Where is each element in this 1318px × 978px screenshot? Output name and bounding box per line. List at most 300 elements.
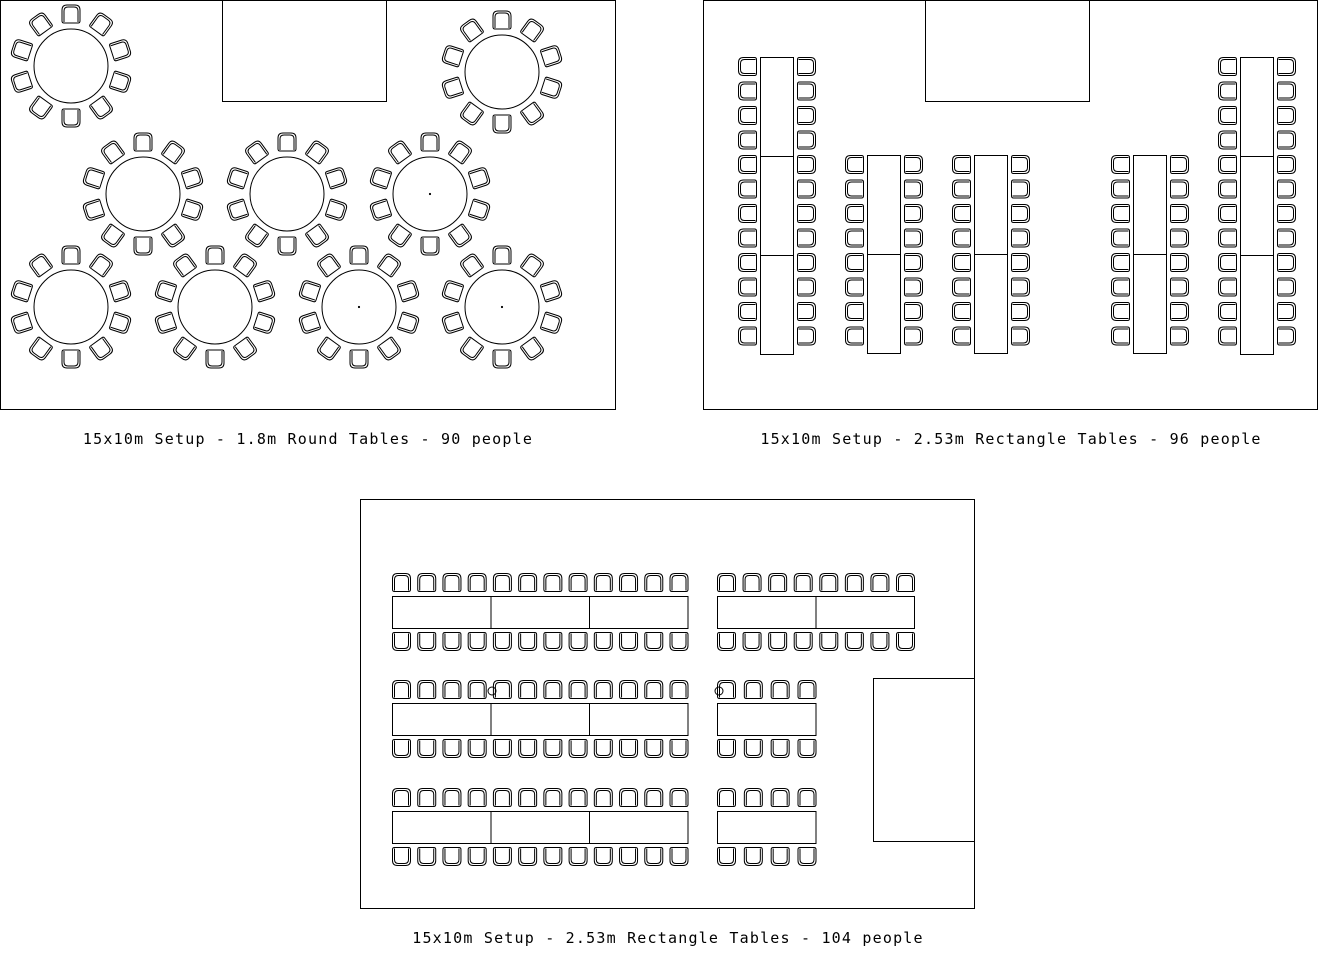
chair [798,740,816,758]
chair [798,327,816,345]
chair [846,156,864,174]
chair [493,789,511,807]
chair [670,848,688,866]
chair [253,312,276,335]
chair [540,45,563,68]
chair [798,848,816,866]
chair [540,280,563,303]
round-table [465,35,539,109]
round-table [34,29,108,103]
chair [820,574,838,592]
chair [109,39,132,62]
chair [28,336,53,361]
chair [794,633,812,651]
chair [771,848,789,866]
chair [1278,254,1296,272]
chair [953,180,971,198]
chair [226,199,249,222]
stage-area [874,679,975,842]
chair [89,252,114,277]
chair [443,633,461,651]
chair [670,789,688,807]
chair [594,848,612,866]
chair [109,280,132,303]
chair [134,237,152,255]
chair [418,633,436,651]
chair [520,101,545,126]
chair [468,740,486,758]
chair [544,681,562,699]
chair [540,312,563,335]
chair [393,740,411,758]
chair [1219,107,1237,125]
chair [468,199,491,222]
chair [350,350,368,368]
chair [544,633,562,651]
caption-rectangle-96: 15x10m Setup - 2.53m Rectangle Tables - 96 people [760,430,1262,448]
chair [441,45,464,68]
chair [468,167,491,190]
chair [544,789,562,807]
chair [1278,82,1296,100]
plan-round-tables [1,1,616,410]
chair [798,107,816,125]
chair [520,336,545,361]
chair [820,633,838,651]
chair [846,229,864,247]
chair [226,167,249,190]
round-table-group [226,133,348,255]
chair [953,205,971,223]
chair [493,848,511,866]
chair [798,131,816,149]
chair [1278,58,1296,76]
chair [181,199,204,222]
chair [718,633,736,651]
chair [253,280,276,303]
chair [953,327,971,345]
chair [519,681,537,699]
chair [154,280,177,303]
stage-area [926,1,1090,102]
chair [953,229,971,247]
chair [1012,303,1030,321]
table-column [1112,156,1189,354]
chair [1112,327,1130,345]
chair [393,681,411,699]
chair [1171,156,1189,174]
chair [798,180,816,198]
chair [620,789,638,807]
chair [645,633,663,651]
chair [645,789,663,807]
chair [905,205,923,223]
chair [443,681,461,699]
chair [519,574,537,592]
chair [1171,180,1189,198]
chair [718,681,736,699]
plan-rectangle-96 [704,1,1318,410]
chair [670,633,688,651]
chair [871,633,889,651]
chair [645,848,663,866]
chair [418,574,436,592]
chair [1012,205,1030,223]
round-table [178,270,252,344]
chair [620,633,638,651]
chair [1112,229,1130,247]
chair [1171,254,1189,272]
chair [519,789,537,807]
chair [771,681,789,699]
chair [798,82,816,100]
chair [953,254,971,272]
chair [798,58,816,76]
table-row [718,574,915,651]
chair [100,223,125,248]
chair [953,278,971,296]
chair [28,95,53,120]
chair [1012,254,1030,272]
chair [493,115,511,133]
round-table-group [10,5,132,127]
table-center-mark [501,306,502,307]
chair [1171,205,1189,223]
chair [569,633,587,651]
chair [109,312,132,335]
table-row [718,789,817,866]
chair [172,336,197,361]
chair [544,740,562,758]
chair [744,789,762,807]
chair [1219,327,1237,345]
table-center-mark [429,193,430,194]
chair [897,574,915,592]
chair [743,633,761,651]
chair [739,107,757,125]
chair [1112,156,1130,174]
chair [739,58,757,76]
chair [739,180,757,198]
chair [769,574,787,592]
round-table [106,157,180,231]
chair [89,11,114,36]
chair [569,574,587,592]
chair [206,246,224,264]
chair [278,133,296,151]
chair [493,574,511,592]
chair [1278,278,1296,296]
chair [739,278,757,296]
chair [493,740,511,758]
chair [1112,303,1130,321]
chair [459,17,484,42]
chair [305,223,330,248]
chair [28,11,53,36]
chair [1171,327,1189,345]
chair [846,327,864,345]
chair [670,574,688,592]
chair [161,139,186,164]
chair [846,205,864,223]
table-column [846,156,923,354]
chair [325,199,348,222]
chair [794,574,812,592]
chair [393,848,411,866]
chair [519,740,537,758]
chair [771,740,789,758]
table-column [1219,58,1296,355]
chair [739,327,757,345]
chair [739,303,757,321]
chair [468,789,486,807]
chair [154,312,177,335]
chair [544,848,562,866]
chair [305,139,330,164]
chair [1278,131,1296,149]
chair [316,252,341,277]
chair [1012,229,1030,247]
chair [493,350,511,368]
chair [1278,156,1296,174]
chair [1219,58,1237,76]
chair [418,740,436,758]
chair [161,223,186,248]
chair [62,5,80,23]
chair [569,681,587,699]
chair [443,789,461,807]
chair [798,789,816,807]
round-table-group [10,246,132,368]
chair [393,789,411,807]
chair [89,336,114,361]
rectangle-table [393,704,689,736]
chair [325,167,348,190]
chair [905,327,923,345]
chair [594,633,612,651]
chair [594,574,612,592]
chair [718,789,736,807]
chair [798,681,816,699]
chair [594,789,612,807]
chair [172,252,197,277]
chair [905,229,923,247]
chair [1112,205,1130,223]
chair [718,574,736,592]
chair [493,633,511,651]
chair [233,336,258,361]
chair [448,139,473,164]
chair [739,229,757,247]
chair [1112,254,1130,272]
round-table-group [82,133,204,255]
rectangle-table [393,812,689,844]
chair [744,681,762,699]
chair [1219,131,1237,149]
chair [798,303,816,321]
chair [89,95,114,120]
chair [393,574,411,592]
table-column [953,156,1030,354]
chair [1112,180,1130,198]
chair [519,633,537,651]
chair [1278,180,1296,198]
chair [739,254,757,272]
chair [62,246,80,264]
chair [645,740,663,758]
chair [100,139,125,164]
chair [441,312,464,335]
chair [620,848,638,866]
chair [181,167,204,190]
chair [441,77,464,100]
chair [1171,303,1189,321]
chair [418,789,436,807]
chair [10,312,33,335]
chair [594,681,612,699]
chair [441,280,464,303]
chair [62,109,80,127]
chair [845,574,863,592]
chair [744,740,762,758]
chair [109,71,132,94]
chair [1219,254,1237,272]
chair [10,39,33,62]
chair [953,303,971,321]
chair [298,280,321,303]
chair [244,139,269,164]
chair [418,848,436,866]
chair [1012,278,1030,296]
table-row [393,681,689,758]
chair [739,156,757,174]
chair [645,681,663,699]
chair [845,633,863,651]
chair [1112,278,1130,296]
rectangle-table [1241,58,1274,355]
chair [468,633,486,651]
chair [620,740,638,758]
chair [1278,327,1296,345]
chair [569,789,587,807]
chair [594,740,612,758]
table-column [739,58,816,355]
chair [846,180,864,198]
chair [377,252,402,277]
chair [1219,303,1237,321]
chair [620,574,638,592]
chair [62,350,80,368]
chair [771,789,789,807]
chair [316,336,341,361]
chair [448,223,473,248]
chair [387,139,412,164]
chair [28,252,53,277]
rectangle-table [761,58,794,355]
chair [421,237,439,255]
caption-rectangle-104: 15x10m Setup - 2.53m Rectangle Tables - 104 people [412,929,924,947]
chair [233,252,258,277]
chair [1278,229,1296,247]
chair [544,574,562,592]
chair [468,681,486,699]
chair [278,237,296,255]
round-table-group [369,133,491,255]
chair [520,17,545,42]
chair [459,101,484,126]
chair [443,848,461,866]
round-table [34,270,108,344]
chair [244,223,269,248]
chair [743,574,761,592]
chair [377,336,402,361]
chair [468,574,486,592]
chair [1219,205,1237,223]
chair [905,278,923,296]
chair [1219,82,1237,100]
chair [798,278,816,296]
chair [10,280,33,303]
chair [739,131,757,149]
chair [1278,107,1296,125]
chair [718,740,736,758]
chair [953,156,971,174]
chair [798,205,816,223]
chair [1219,156,1237,174]
chair [540,77,563,100]
chair [82,199,105,222]
rectangle-table [718,704,817,736]
chair [468,848,486,866]
chair [739,205,757,223]
plan-rectangle-104 [361,500,975,909]
chair [569,740,587,758]
chair [134,133,152,151]
rectangle-table [718,812,817,844]
chair [1171,278,1189,296]
chair [393,633,411,651]
chair [418,681,436,699]
chair [1012,156,1030,174]
chair [459,336,484,361]
chair [493,11,511,29]
chair [670,681,688,699]
chair [569,848,587,866]
chair [421,133,439,151]
round-table [250,157,324,231]
round-table-group [298,246,420,368]
chair [846,278,864,296]
chair [1171,229,1189,247]
chair [387,223,412,248]
round-table-group [441,11,563,133]
round-table-group [154,246,276,368]
chair [298,312,321,335]
table-row [393,789,689,866]
chair [718,848,736,866]
chair [443,574,461,592]
chair [369,167,392,190]
chair [905,254,923,272]
caption-round-tables: 15x10m Setup - 1.8m Round Tables - 90 people [82,430,534,448]
chair [493,246,511,264]
chair [519,848,537,866]
chair [397,312,420,335]
chair [1278,205,1296,223]
chair [1012,180,1030,198]
table-row [718,681,817,758]
chair [620,681,638,699]
